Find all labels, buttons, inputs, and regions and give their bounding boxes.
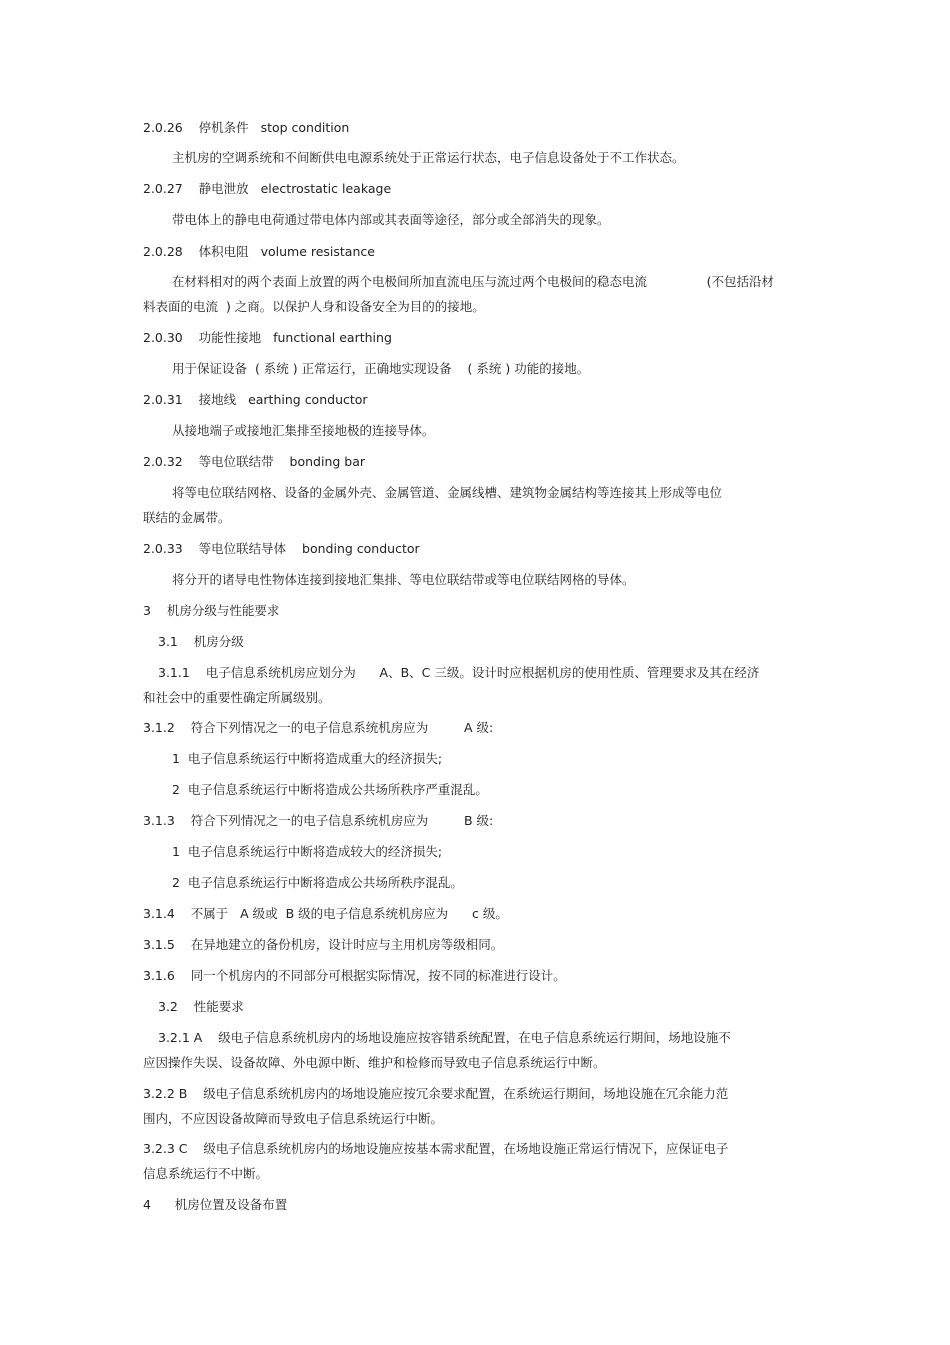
clause-3-1-3-item-1: 1 电子信息系统运行中断将造成较大的经济损失; [172, 844, 443, 859]
clause-3-2-1-line2: 应因操作失误、设备故障、外电源中断、维护和检修而导致电子信息系统运行中断。 [143, 1055, 606, 1070]
term-heading-2-0-26: 2.0.26 停机条件 stop condition [143, 120, 350, 135]
clause-3-1-1-line1: 3.1.1 电子信息系统机房应划分为 A、B、C 三级。设计时应根据机房的使用性质、管理要求及其在经济 [158, 665, 760, 680]
term-heading-2-0-32: 2.0.32 等电位联结带 bonding bar [143, 454, 366, 469]
clause-3-1-2-item-2: 2 电子信息系统运行中断将造成公共场所秩序严重混乱。 [172, 782, 488, 797]
section-heading-3-2: 3.2 性能要求 [158, 999, 244, 1014]
term-heading-2-0-31: 2.0.31 接地线 earthing conductor [143, 392, 368, 407]
clause-3-1-3-item-2: 2 电子信息系统运行中断将造成公共场所秩序混乱。 [172, 875, 463, 890]
term-definition-2-0-32-line1: 将等电位联结网格、设备的金属外壳、金属管道、金属线槽、建筑物金属结构等连接其上形成等电位 [172, 485, 723, 500]
term-heading-2-0-27: 2.0.27 静电泄放 electrostatic leakage [143, 181, 392, 196]
term-definition-2-0-27: 带电体上的静电电荷通过带电体内部或其表面等途径，部分或全部消失的现象。 [172, 212, 610, 227]
term-definition-2-0-28-line1: 在材料相对的两个表面上放置的两个电极间所加直流电压与流过两个电极间的稳态电流 (不包括沿材 [172, 274, 774, 289]
term-definition-2-0-33: 将分开的诸导电性物体连接到接地汇集排、等电位联结带或等电位联结网格的导体。 [172, 572, 635, 587]
term-heading-2-0-30: 2.0.30 功能性接地 functional earthing [143, 330, 392, 345]
clause-3-2-1-line1: 3.2.1 A 级电子信息系统机房内的场地设施应按容错系统配置，在电子信息系统运行期间，场地设施不 [158, 1030, 731, 1045]
term-heading-2-0-28: 2.0.28 体积电阻 volume resistance [143, 244, 375, 259]
chapter-heading-3: 3 机房分级与性能要求 [143, 603, 280, 618]
section-heading-3-1: 3.1 机房分级 [158, 634, 244, 649]
term-definition-2-0-32-line2: 联结的金属带。 [143, 510, 231, 525]
term-definition-2-0-30: 用于保证设备 ( 系统 ) 正常运行，正确地实现设备 ( 系统 ) 功能的接地。 [172, 361, 590, 376]
clause-3-1-5: 3.1.5 在异地建立的备份机房，设计时应与主用机房等级相同。 [143, 937, 504, 952]
clause-3-1-2: 3.1.2 符合下列情况之一的电子信息系统机房应为 A 级: [143, 720, 494, 735]
term-definition-2-0-28-line2: 料表面的电流 ) 之商。以保护人身和设备安全为目的的接地。 [143, 299, 485, 314]
chapter-heading-4: 4 机房位置及设备布置 [143, 1197, 288, 1212]
clause-3-2-2-line2: 围内，不应因设备故障而导致电子信息系统运行中断。 [143, 1111, 444, 1126]
clause-3-1-2-item-1: 1 电子信息系统运行中断将造成重大的经济损失; [172, 751, 443, 766]
clause-3-2-2-line1: 3.2.2 B 级电子信息系统机房内的场地设施应按冗余要求配置，在系统运行期间，场地设施在冗余能力范 [143, 1086, 729, 1101]
term-definition-2-0-31: 从接地端子或接地汇集排至接地极的连接导体。 [172, 423, 435, 438]
term-definition-2-0-26: 主机房的空调系统和不间断供电电源系统处于正常运行状态，电子信息设备处于不工作状态。 [172, 150, 685, 165]
clause-3-2-3-line2: 信息系统运行不中断。 [143, 1166, 269, 1181]
clause-3-2-3-line1: 3.2.3 C 级电子信息系统机房内的场地设施应按基本需求配置，在场地设施正常运行情况下，应保证电子 [143, 1141, 729, 1156]
clause-3-1-6: 3.1.6 同一个机房内的不同部分可根据实际情况，按不同的标准进行设计。 [143, 968, 566, 983]
term-heading-2-0-33: 2.0.33 等电位联结导体 bonding conductor [143, 541, 420, 556]
clause-3-1-1-line2: 和社会中的重要性确定所属级别。 [143, 690, 331, 705]
clause-3-1-4: 3.1.4 不属于 A 级或 B 级的电子信息系统机房应为 c 级。 [143, 906, 508, 921]
clause-3-1-3: 3.1.3 符合下列情况之一的电子信息系统机房应为 B 级: [143, 813, 494, 828]
